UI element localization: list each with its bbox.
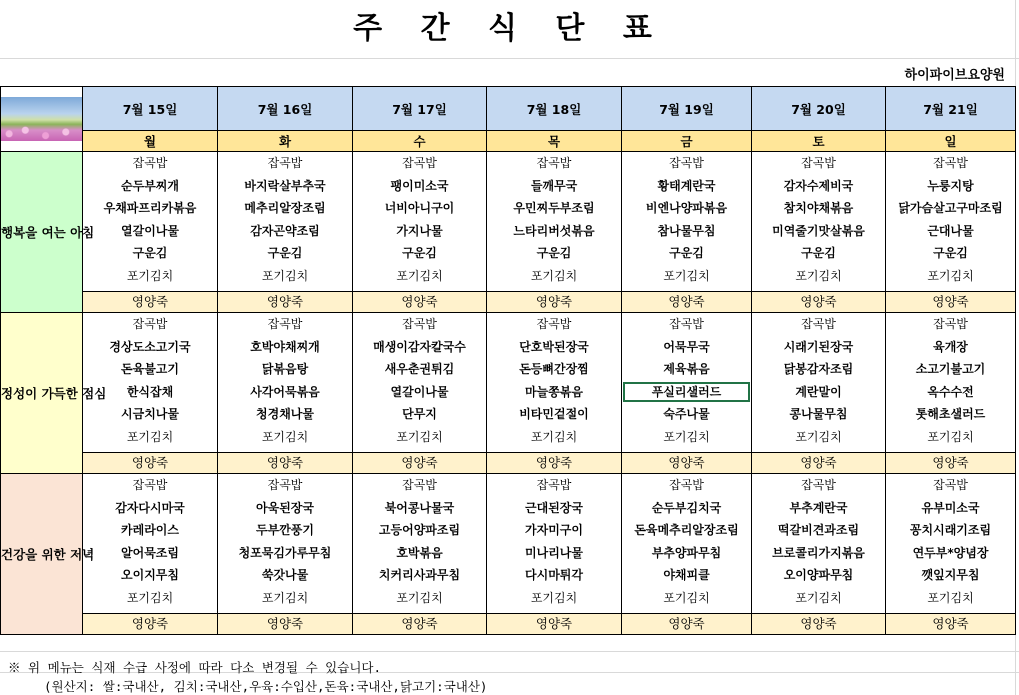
menu-item: 잡곡밥 <box>801 317 836 331</box>
menu-item: 북어콩나물국 <box>384 500 455 515</box>
menu-item: 잡곡밥 <box>933 156 968 170</box>
date-cell[interactable]: 7월 20일 <box>752 87 886 131</box>
porridge-cell[interactable] <box>622 292 752 313</box>
dinner-menu-cell[interactable] <box>353 474 487 614</box>
menu-item: 고등어양파조림 <box>378 523 461 537</box>
menu-item: 포기김치 <box>261 590 309 605</box>
menu-item: 바지락살부추국 <box>244 178 326 193</box>
menu-item: 잡곡밥 <box>267 156 303 170</box>
weekday-cell[interactable]: 목 <box>487 131 622 152</box>
breakfast-label: 행복을 여는 아침 <box>1 152 83 313</box>
menu-item: 근대된장국 <box>525 500 583 515</box>
porridge-label: 영양죽 <box>401 294 438 309</box>
menu-item: 구운김 <box>402 246 437 260</box>
menu-item: 포기김치 <box>795 590 842 605</box>
menu-item-list <box>886 152 1015 291</box>
menu-item: 돈육불고기 <box>121 362 179 376</box>
menu-item: 치커리사과무침 <box>378 568 461 582</box>
menu-item-list <box>886 313 1015 452</box>
menu-item-list <box>752 313 885 452</box>
menu-item: 오이양파무침 <box>783 568 854 582</box>
menu-item: 포기김치 <box>927 268 974 283</box>
porridge-cell[interactable] <box>218 453 353 474</box>
menu-item-list <box>752 152 885 291</box>
menu-item: 잡곡밥 <box>402 478 437 492</box>
menu-item: 옥수수전 <box>927 384 974 399</box>
menu-item: 잡곡밥 <box>536 317 572 331</box>
porridge-label: 영양죽 <box>266 455 304 470</box>
lunch-menu-cell[interactable] <box>218 313 353 453</box>
menu-item: 마늘쫑볶음 <box>525 384 583 399</box>
lunch-menu-cell[interactable] <box>83 313 218 453</box>
menu-item: 톳해초샐러드 <box>915 407 986 421</box>
menu-item-list <box>353 152 486 291</box>
menu-item: 경상도소고기국 <box>109 339 191 354</box>
weekday-cell[interactable]: 일 <box>886 131 1016 152</box>
dinner-menu-cell[interactable] <box>622 474 752 614</box>
menu-item: 단무지 <box>402 407 437 421</box>
menu-item: 포기김치 <box>396 429 443 444</box>
menu-item: 돈등뼈간장찜 <box>519 362 589 376</box>
menu-item: 잡곡밥 <box>933 317 968 331</box>
menu-item: 포기김치 <box>663 268 710 283</box>
header-photo <box>1 87 83 152</box>
breakfast-menu-cell[interactable] <box>353 152 487 292</box>
porridge-label: 영양죽 <box>131 294 169 309</box>
menu-item: 느타리버섯볶음 <box>513 223 595 238</box>
menu-item: 닭봉감자조림 <box>783 362 854 376</box>
grid-line <box>0 58 1019 59</box>
date-cell[interactable]: 7월 18일 <box>487 87 622 131</box>
weekly-menu-table <box>0 86 1016 635</box>
porridge-cell[interactable] <box>353 453 487 474</box>
menu-item: 감자곤약조림 <box>250 223 320 238</box>
menu-item: 구운김 <box>536 246 572 260</box>
porridge-cell[interactable] <box>886 453 1016 474</box>
porridge-label: 영양죽 <box>932 616 969 631</box>
menu-item: 메추리알장조림 <box>244 201 326 215</box>
menu-item: 포기김치 <box>126 590 174 605</box>
menu-item: 호박야채찌개 <box>250 339 320 354</box>
menu-item: 아욱된장국 <box>256 500 314 515</box>
menu-item: 계란말이 <box>795 384 842 399</box>
menu-item: 황태계란국 <box>657 178 716 193</box>
menu-item: 순두부김치국 <box>651 500 722 515</box>
menu-item: 야채피클 <box>663 568 710 582</box>
menu-item: 우채파프리카볶음 <box>103 201 197 215</box>
weekday-row <box>1 131 1016 152</box>
lunch-menu-cell[interactable] <box>487 313 622 453</box>
menu-item: 미나리나물 <box>525 545 583 560</box>
porridge-cell[interactable] <box>886 292 1016 313</box>
menu-item: 닭가슴살고구마조림 <box>898 201 1003 215</box>
menu-item: 포기김치 <box>795 268 842 283</box>
menu-item: 새우춘권튀김 <box>384 362 455 376</box>
menu-item: 잡곡밥 <box>801 156 836 170</box>
dinner-menu-cell[interactable] <box>886 474 1016 614</box>
menu-item-list <box>83 474 217 613</box>
breakfast-menu-cell[interactable] <box>218 152 353 292</box>
breakfast-menu-cell[interactable] <box>752 152 886 292</box>
menu-item: 순두부찌개 <box>121 178 179 193</box>
menu-item: 포기김치 <box>927 429 974 444</box>
menu-item: 열갈이나물 <box>390 384 449 399</box>
menu-item-list <box>353 313 486 452</box>
porridge-label: 영양죽 <box>932 294 969 309</box>
menu-item: 비엔나양파볶음 <box>645 201 728 215</box>
weekday-cell[interactable]: 금 <box>622 131 752 152</box>
menu-item: 포기김치 <box>261 429 309 444</box>
menu-item-list <box>622 313 751 452</box>
date-cell[interactable]: 7월 16일 <box>218 87 353 131</box>
porridge-cell[interactable] <box>487 614 622 635</box>
porridge-cell[interactable] <box>622 453 752 474</box>
menu-item: 시금치나물 <box>121 407 179 421</box>
date-cell[interactable]: 7월 15일 <box>83 87 218 131</box>
lunch-menu-cell[interactable] <box>353 313 487 453</box>
porridge-cell[interactable] <box>353 614 487 635</box>
menu-item: 구운김 <box>933 246 968 260</box>
menu-item: 쑥갓나물 <box>261 568 309 582</box>
menu-item: 포기김치 <box>530 429 578 444</box>
menu-item: 잡곡밥 <box>669 317 704 331</box>
menu-item: 구운김 <box>669 246 704 260</box>
menu-item-list <box>83 313 217 452</box>
menu-item: 포기김치 <box>927 590 974 605</box>
lunch-row <box>1 313 1016 453</box>
breakfast-menu-cell[interactable] <box>622 152 752 292</box>
grid-line <box>0 651 1019 652</box>
porridge-label: 영양죽 <box>266 616 304 631</box>
menu-item: 오이지무침 <box>121 568 179 582</box>
menu-item: 부추양파무침 <box>651 545 722 560</box>
porridge-cell[interactable] <box>218 614 353 635</box>
menu-item-list <box>487 152 621 291</box>
menu-item-list <box>353 474 486 613</box>
menu-item: 카레라이스 <box>121 523 179 537</box>
menu-item: 잡곡밥 <box>536 156 572 170</box>
menu-item: 돈육메추리알장조림 <box>634 523 739 537</box>
date-row <box>1 87 1016 131</box>
porridge-label: 영양죽 <box>535 455 573 470</box>
porridge-cell[interactable] <box>218 292 353 313</box>
porridge-cell[interactable] <box>752 453 886 474</box>
dinner-menu-cell[interactable] <box>487 474 622 614</box>
breakfast-row <box>1 152 1016 292</box>
menu-item: 참나물무침 <box>657 223 716 238</box>
menu-item: 포기김치 <box>530 268 578 283</box>
menu-item: 감자수제비국 <box>783 178 854 193</box>
dinner-menu-cell[interactable] <box>218 474 353 614</box>
menu-item: 소고기불고기 <box>915 362 986 376</box>
menu-item: 단호박된장국 <box>519 339 589 354</box>
lunch-label: 정성이 가득한 점심 <box>1 313 83 474</box>
menu-item: 알어묵조림 <box>121 545 179 560</box>
menu-item: 연두부*양념장 <box>912 545 989 560</box>
menu-item: 브로콜리가지볶음 <box>772 545 865 560</box>
menu-item-list <box>83 152 217 291</box>
menu-item: 잡곡밥 <box>669 156 704 170</box>
dinner-porridge-row <box>1 614 1016 635</box>
dinner-menu-cell[interactable] <box>83 474 218 614</box>
menu-item: 근대나물 <box>927 223 974 238</box>
menu-item: 청포묵김가루무침 <box>238 545 332 560</box>
menu-item-list <box>752 474 885 613</box>
porridge-label: 영양죽 <box>668 455 705 470</box>
menu-item: 참치야채볶음 <box>783 201 854 215</box>
page-title: 주 간 식 단 표 <box>353 11 666 46</box>
menu-item: 부추계란국 <box>789 500 848 515</box>
lunch-menu-cell[interactable] <box>622 313 752 453</box>
origin-notice: (원산지: 쌀:국내산, 김치:국내산,우육:수입산,돈육:국내산,닭고기:국내산) <box>44 679 488 694</box>
menu-item: 청경채나물 <box>256 407 314 421</box>
menu-item-list <box>218 313 352 452</box>
menu-item: 잡곡밥 <box>933 478 968 492</box>
menu-item: 잡곡밥 <box>132 478 168 492</box>
menu-item: 호박볶음 <box>396 545 443 560</box>
menu-item: 꽁치시래기조림 <box>909 523 992 537</box>
menu-item-list <box>622 474 751 613</box>
menu-item: 잡곡밥 <box>402 156 437 170</box>
breakfast-porridge-row <box>1 292 1016 313</box>
porridge-cell[interactable] <box>83 453 218 474</box>
date-cell[interactable]: 7월 17일 <box>353 87 487 131</box>
menu-item: 깻잎지무침 <box>921 568 980 582</box>
menu-item: 잡곡밥 <box>132 317 168 331</box>
porridge-label: 영양죽 <box>800 294 837 309</box>
menu-item: 잡곡밥 <box>267 478 303 492</box>
menu-item-list <box>218 152 352 291</box>
menu-item: 누룽지탕 <box>927 178 974 193</box>
weekday-cell[interactable]: 화 <box>218 131 353 152</box>
porridge-label: 영양죽 <box>266 294 304 309</box>
porridge-cell[interactable] <box>886 614 1016 635</box>
menu-item-list <box>886 474 1015 613</box>
selected-cell[interactable]: 푸실리샐러드 <box>622 381 751 404</box>
porridge-label: 영양죽 <box>668 294 705 309</box>
porridge-cell[interactable] <box>487 292 622 313</box>
lunch-menu-cell[interactable] <box>752 313 886 453</box>
menu-item-list <box>487 313 621 452</box>
menu-item: 매생이감자칼국수 <box>373 339 466 354</box>
organization-name: 하이파이브요양원 <box>904 68 1005 83</box>
menu-item: 포기김치 <box>530 590 578 605</box>
menu-item: 떡갈비견과조림 <box>777 523 860 537</box>
menu-item: 유부미소국 <box>921 500 980 515</box>
dinner-label: 건강을 위한 저녁 <box>1 474 83 635</box>
menu-change-notice: ※ 위 메뉴는 식재 수급 사정에 따라 다소 변경될 수 있습니다. <box>8 660 382 675</box>
menu-item: 미역줄기맛살볶음 <box>772 223 865 238</box>
menu-item: 제육볶음 <box>663 362 710 376</box>
lunch-porridge-row <box>1 453 1016 474</box>
menu-item: 들깨무국 <box>530 178 578 193</box>
menu-item: 구운김 <box>132 246 168 260</box>
dinner-row <box>1 474 1016 614</box>
weekday-cell[interactable]: 월 <box>83 131 218 152</box>
menu-item: 시래기된장국 <box>783 339 854 354</box>
menu-item: 감자다시마국 <box>115 500 185 515</box>
porridge-cell[interactable] <box>487 453 622 474</box>
porridge-label: 영양죽 <box>668 616 705 631</box>
menu-item: 다시마튀각 <box>525 568 583 582</box>
menu-item: 포기김치 <box>126 268 174 283</box>
weekday-cell[interactable]: 수 <box>353 131 487 152</box>
date-cell[interactable]: 7월 21일 <box>886 87 1016 131</box>
porridge-cell[interactable] <box>353 292 487 313</box>
menu-item: 어묵무국 <box>663 339 710 354</box>
porridge-label: 영양죽 <box>535 616 573 631</box>
porridge-label: 영양죽 <box>401 616 438 631</box>
menu-item-list <box>218 474 352 613</box>
menu-item: 잡곡밥 <box>536 478 572 492</box>
menu-item: 포기김치 <box>663 590 710 605</box>
menu-item: 한식잡채 <box>126 384 174 399</box>
menu-item: 두부깐풍기 <box>256 523 314 537</box>
menu-item: 포기김치 <box>396 590 443 605</box>
menu-item-list <box>487 474 621 613</box>
menu-item: 잡곡밥 <box>801 478 836 492</box>
menu-item: 사각어묵볶음 <box>250 384 320 399</box>
menu-item: 구운김 <box>801 246 836 260</box>
menu-item: 포기김치 <box>396 268 443 283</box>
porridge-label: 영양죽 <box>932 455 969 470</box>
menu-item: 잡곡밥 <box>669 478 704 492</box>
menu-item-list <box>622 152 751 291</box>
porridge-cell[interactable] <box>752 292 886 313</box>
porridge-label: 영양죽 <box>800 455 837 470</box>
menu-item: 숙주나물 <box>663 407 710 421</box>
porridge-label: 영양죽 <box>535 294 573 309</box>
menu-item: 포기김치 <box>126 429 174 444</box>
menu-item: 육개장 <box>933 339 968 354</box>
menu-item: 가지나물 <box>396 223 443 238</box>
menu-item: 구운김 <box>267 246 303 260</box>
menu-item: 잡곡밥 <box>132 156 168 170</box>
menu-item: 가자미구이 <box>525 523 583 537</box>
porridge-cell[interactable] <box>622 614 752 635</box>
date-cell[interactable]: 7월 19일 <box>622 87 752 131</box>
dinner-menu-cell[interactable] <box>752 474 886 614</box>
menu-item: 포기김치 <box>795 429 842 444</box>
menu-item: 너비아니구이 <box>384 201 455 215</box>
porridge-cell[interactable] <box>752 614 886 635</box>
porridge-label: 영양죽 <box>131 455 169 470</box>
menu-item: 닭볶음탕 <box>261 362 309 376</box>
menu-item: 잡곡밥 <box>402 317 437 331</box>
porridge-label: 영양죽 <box>401 455 438 470</box>
porridge-cell[interactable] <box>83 614 218 635</box>
menu-item: 우민찌두부조림 <box>513 201 595 215</box>
lunch-menu-cell[interactable] <box>886 313 1016 453</box>
menu-item: 포기김치 <box>261 268 309 283</box>
breakfast-menu-cell[interactable] <box>83 152 218 292</box>
menu-item: 팽이미소국 <box>390 178 449 193</box>
menu-item: 비타민겉절이 <box>519 407 589 421</box>
breakfast-menu-cell[interactable] <box>487 152 622 292</box>
porridge-label: 영양죽 <box>800 616 837 631</box>
menu-item: 콩나물무침 <box>789 407 848 421</box>
menu-item: 포기김치 <box>663 429 710 444</box>
porridge-cell[interactable] <box>83 292 218 313</box>
menu-item: 열갈이나물 <box>121 223 179 238</box>
breakfast-menu-cell[interactable] <box>886 152 1016 292</box>
porridge-label: 영양죽 <box>131 616 169 631</box>
menu-item: 잡곡밥 <box>267 317 303 331</box>
weekday-cell[interactable]: 토 <box>752 131 886 152</box>
